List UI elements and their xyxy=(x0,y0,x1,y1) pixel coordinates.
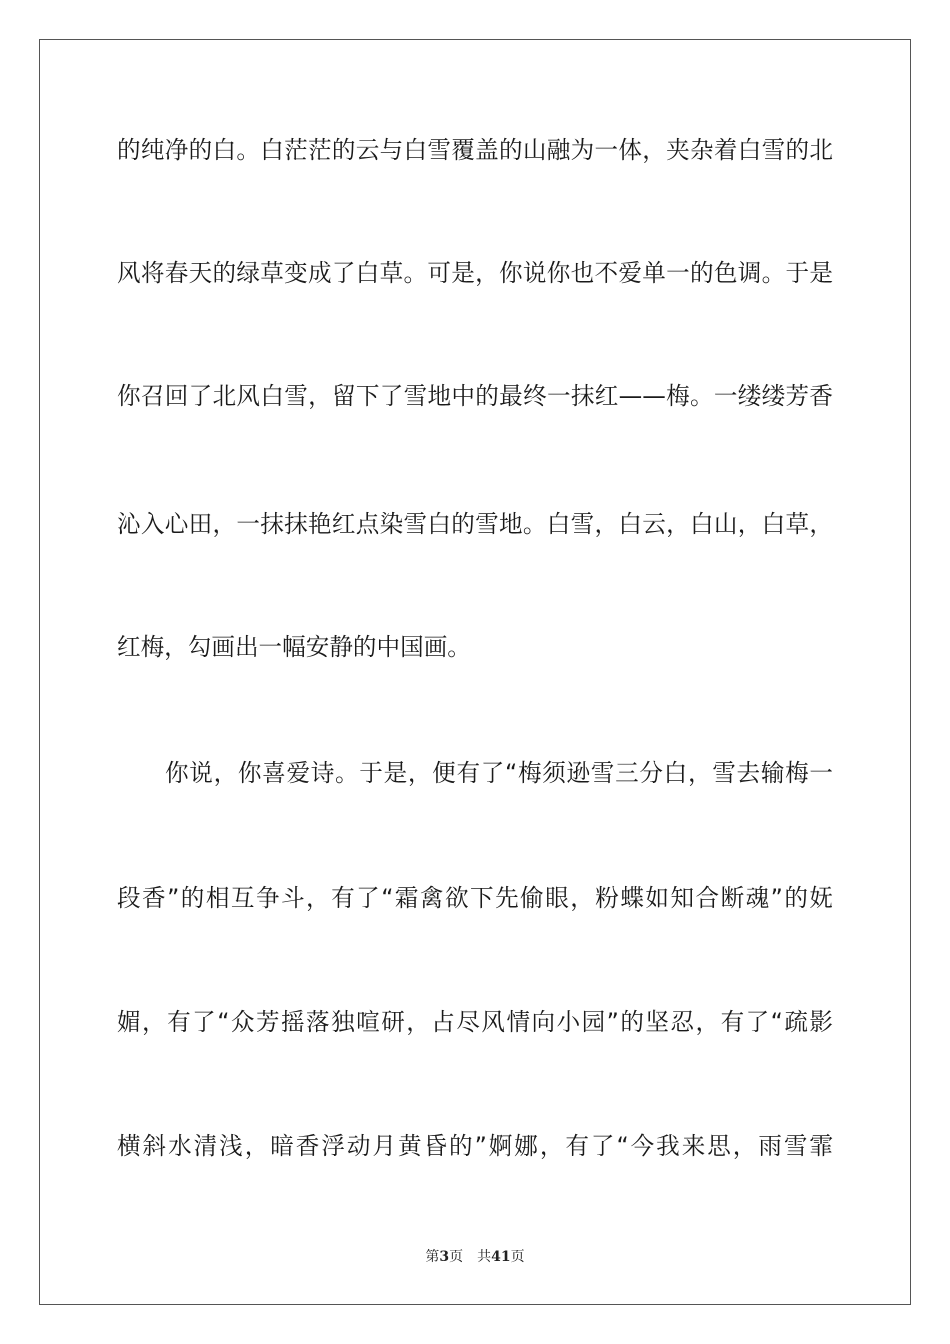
page-label-prefix: 第 xyxy=(425,1249,440,1265)
body-text-line: 横斜水清浅，暗香浮动月黄昏的”婀娜，有了“今我来思，雨雪霏 xyxy=(117,1132,833,1160)
total-pages: 41 xyxy=(491,1249,511,1265)
page-label-suffix: 页 xyxy=(449,1249,464,1265)
body-text-line: 红梅，勾画出一幅安静的中国画。 xyxy=(117,633,471,661)
body-text-line: 的纯净的白。白茫茫的云与白雪覆盖的山融为一体，夹杂着白雪的北 xyxy=(117,136,833,164)
page-footer xyxy=(0,1248,950,1266)
body-text-line: 沁入心田，一抹抹艳红点染雪白的雪地。白雪，白云，白山，白草， xyxy=(117,510,833,538)
body-text-line: 风将春天的绿草变成了白草。可是，你说你也不爱单一的色调。于是 xyxy=(117,259,833,287)
total-label-suffix: 页 xyxy=(510,1249,525,1265)
page-number: 3 xyxy=(439,1249,450,1265)
body-text-line-indented: 你说，你喜爱诗。于是，便有了“梅须逊雪三分白，雪去输梅一 xyxy=(165,759,833,787)
body-text-line: 你召回了北风白雪，留下了雪地中的最终一抹红——梅。一缕缕芳香 xyxy=(117,382,833,410)
total-label-prefix: 共 xyxy=(477,1249,492,1265)
body-text-line: 媚，有了“众芳摇落独喧研，占尽风情向小园”的坚忍，有了“疏影 xyxy=(117,1008,833,1036)
body-text-line: 段香”的相互争斗，有了“霜禽欲下先偷眼，粉蝶如知合断魂”的妩 xyxy=(117,884,833,912)
page-border xyxy=(39,39,911,1305)
